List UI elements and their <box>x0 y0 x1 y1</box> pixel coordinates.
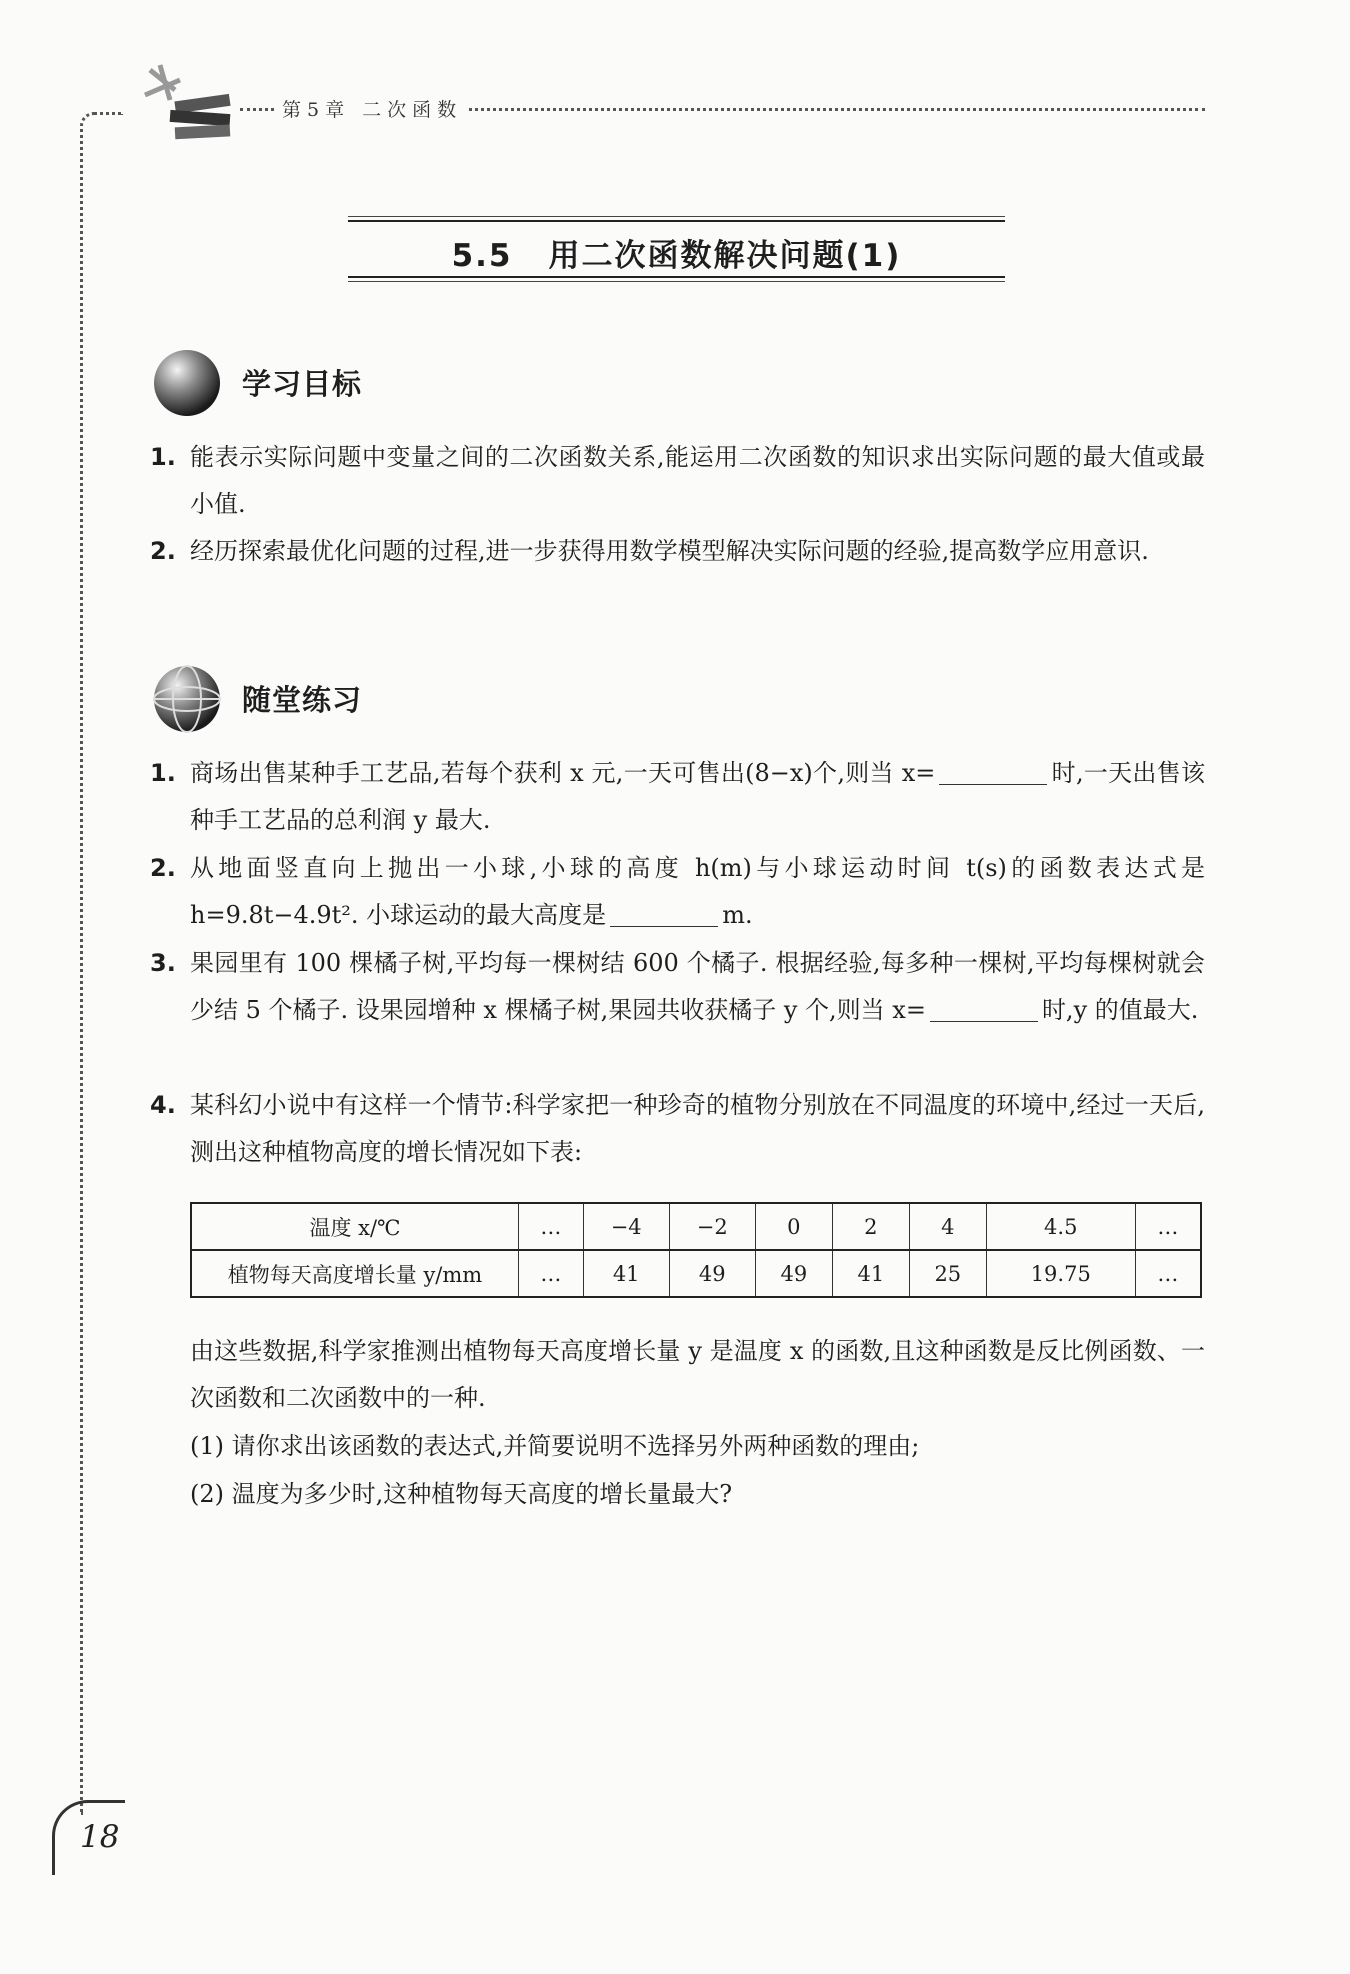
table-cell: 49 <box>755 1250 832 1297</box>
table-cell: 41 <box>832 1250 909 1297</box>
practice-item-text: 某科幻小说中有这样一个情节:科学家把一种珍奇的植物分别放在不同温度的环境中,经过一天后,测出这种植物高度的增长情况如下表: <box>190 1091 1205 1166</box>
table-cell: … <box>1135 1250 1201 1297</box>
practice-item-number: 1. <box>150 759 176 787</box>
practice-text-part: m. <box>722 901 753 929</box>
practice-item-text <box>190 940 1205 1034</box>
table-cell: 25 <box>909 1250 986 1297</box>
table-cell: −2 <box>669 1203 755 1250</box>
table-cell: 19.75 <box>986 1250 1135 1297</box>
page-number-corner <box>52 1800 125 1875</box>
table-row-header: 植物每天高度增长量 y/mm <box>191 1250 519 1297</box>
table-cell: 4.5 <box>986 1203 1135 1250</box>
answer-blank[interactable] <box>939 760 1047 785</box>
practice-item-text <box>190 845 1205 939</box>
table-row-header: 温度 x/℃ <box>191 1203 519 1250</box>
table-row <box>191 1203 1201 1250</box>
table-cell: 49 <box>669 1250 755 1297</box>
practice-text-part: 时,一天出售该种手工艺品的总利润 y 最大. <box>190 759 1205 834</box>
table-cell: … <box>1135 1203 1201 1250</box>
table-cell: 41 <box>583 1250 669 1297</box>
table-cell: … <box>519 1250 584 1297</box>
practice-text-part: 从地面竖直向上抛出一小球,小球的高度 h(m)与小球运动时间 t(s)的函数表达式是 h=9.8t−4.9t². 小球运动的最大高度是 <box>190 854 1205 929</box>
after-table-paragraph: 由这些数据,科学家推测出植物每天高度增长量 y 是温度 x 的函数,且这种函数是反比例函数、一次函数和二次函数中的一种. <box>190 1337 1205 1412</box>
practice-item-2 <box>150 845 1205 939</box>
practice-item-1 <box>150 750 1205 844</box>
lesson-title-box <box>348 216 1005 282</box>
practice-item-3 <box>150 940 1205 1034</box>
practice-item-number: 2. <box>150 854 176 882</box>
answer-blank[interactable] <box>930 997 1038 1022</box>
practice-item-text <box>190 750 1205 844</box>
table-cell: 0 <box>755 1203 832 1250</box>
section-practice-header <box>150 664 550 734</box>
goal-item-text: 能表示实际问题中变量之间的二次函数关系,能运用二次函数的知识求出实际问题的最大值或最小值. <box>190 443 1205 518</box>
table-cell: 4 <box>909 1203 986 1250</box>
goal-item-number: 2. <box>150 537 176 565</box>
temperature-growth-table <box>190 1202 1202 1298</box>
practice-item-4 <box>150 1082 1205 1176</box>
globe-icon <box>150 664 224 734</box>
left-margin-dotted-line <box>80 112 123 1815</box>
section-goals-title: 学习目标 <box>242 367 363 401</box>
book-stack-icon <box>140 60 240 154</box>
practice-item-number: 4. <box>150 1091 176 1119</box>
practice-text-part: 果园里有 100 棵橘子树,平均每一棵树结 600 个橘子. 根据经验,每多种一棵树,平均每棵树就会少结 5 个橘子. 设果园增种 x 棵橘子树,果园共收获橘子 y 个,则当 x= <box>190 949 1205 1024</box>
chapter-header: 第5章 二次函数 <box>276 95 468 122</box>
section-goals-header <box>150 348 550 418</box>
goal-item-number: 1. <box>150 443 176 471</box>
sphere-icon <box>150 348 224 418</box>
table-cell: 2 <box>832 1203 909 1250</box>
practice-text-part: 时,y 的值最大. <box>1041 996 1199 1024</box>
subquestion-1: (1) 请你求出该函数的表达式,并简要说明不选择另外两种函数的理由; <box>190 1432 920 1460</box>
practice-text-part: 商场出售某种手工艺品,若每个获利 x 元,一天可售出(8−x)个,则当 x= <box>190 759 936 787</box>
subquestion-2: (2) 温度为多少时,这种植物每天高度的增长量最大? <box>190 1480 733 1508</box>
lesson-title <box>348 230 1005 275</box>
section-practice-title: 随堂练习 <box>242 683 363 717</box>
table-row <box>191 1250 1201 1297</box>
lesson-title-text: 用二次函数解决问题(1) <box>548 238 902 274</box>
goal-item-1 <box>150 434 1205 528</box>
table-cell: −4 <box>583 1203 669 1250</box>
lesson-number: 5.5 <box>451 238 513 274</box>
table-cell: … <box>519 1203 584 1250</box>
answer-blank[interactable] <box>610 902 718 927</box>
goal-item-2 <box>150 528 1205 575</box>
page-number: 18 <box>80 1819 120 1855</box>
goal-item-text: 经历探索最优化问题的过程,进一步获得用数学模型解决实际问题的经验,提高数学应用意识. <box>190 537 1149 565</box>
practice-item-number: 3. <box>150 949 176 977</box>
